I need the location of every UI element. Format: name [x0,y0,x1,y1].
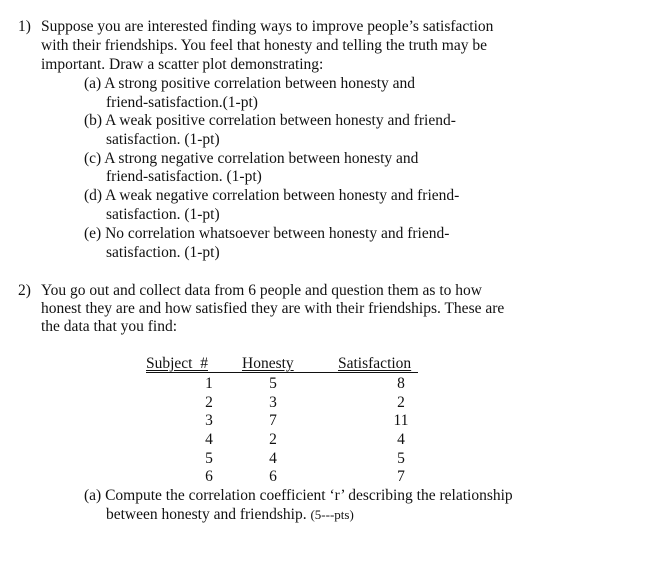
q1-part-a-line-1: (a) A strong positive correlation between honesty and [84,75,416,92]
header-satisfaction: Satisfaction [338,355,412,372]
q2-part-a-line-1: (a) Compute the correlation coefficient ‘r’ describing the relationship [84,487,513,504]
table-row-2-satisfaction: 2 [397,394,405,411]
q2-part-a-line-2-text: between honesty and friendship. [106,506,307,523]
table-row-1-honesty: 5 [269,375,277,392]
q1-part-e-line-2: satisfaction. (1‐pt) [106,244,220,261]
q2-part-a-line-2 [106,506,354,524]
q1-line-1: Suppose you are interested finding ways to improve people’s satisfaction [41,18,494,35]
q1-number: 1) [18,18,31,35]
q1-part-c-line-2: friend‐satisfaction. (1‐pt) [106,168,262,185]
table-row-6-honesty: 6 [269,468,277,485]
q2-line-2: honest they are and how satisfied they are with their friendships. These are [41,300,505,317]
table-row-4-satisfaction: 4 [397,431,405,448]
table-row-5-honesty: 4 [269,450,277,467]
q1-part-d-line-1: (d) A weak negative correlation between honesty and friend‐ [84,187,460,204]
header-subject: Subject # [146,355,208,372]
q1-part-b-line-2: satisfaction. (1‐pt) [106,131,220,148]
q1-part-e-line-1: (e) No correlation whatsoever between honesty and friend‐ [84,225,450,242]
table-row-6-subject: 6 [205,468,213,485]
table-row-5-subject: 5 [205,450,213,467]
table-row-1-subject: 1 [205,375,213,392]
table-row-1-satisfaction: 8 [397,375,405,392]
q2-line-3: the data that you find: [41,318,178,335]
table-row-3-honesty: 7 [269,412,277,429]
q1-part-b-line-1: (b) A weak positive correlation between honesty and friend‐ [84,112,456,129]
q1-line-2: with their friendships. You feel that honesty and telling the truth may be [41,37,487,54]
q2-number: 2) [18,282,31,299]
q1-part-d-line-2: satisfaction. (1‐pt) [106,206,220,223]
q1-part-c-line-1: (c) A strong negative correlation between honesty and [84,150,419,167]
q1-line-3: important. Draw a scatter plot demonstrating: [41,56,324,73]
table-row-4-subject: 4 [205,431,213,448]
q2-part-a-points: (5‐‐‐pts) [310,507,354,522]
table-row-6-satisfaction: 7 [397,468,405,485]
table-row-2-subject: 2 [205,394,213,411]
header-underline [146,372,418,373]
table-row-4-honesty: 2 [269,431,277,448]
table-row-5-satisfaction: 5 [397,450,405,467]
table-row-2-honesty: 3 [269,394,277,411]
header-honesty: Honesty [242,355,294,372]
q2-line-1: You go out and collect data from 6 people and question them as to how [41,282,482,299]
table-row-3-satisfaction: 11 [393,412,409,429]
q1-part-a-line-2: friend‐satisfaction.(1‐pt) [106,94,258,111]
table-row-3-subject: 3 [205,412,213,429]
